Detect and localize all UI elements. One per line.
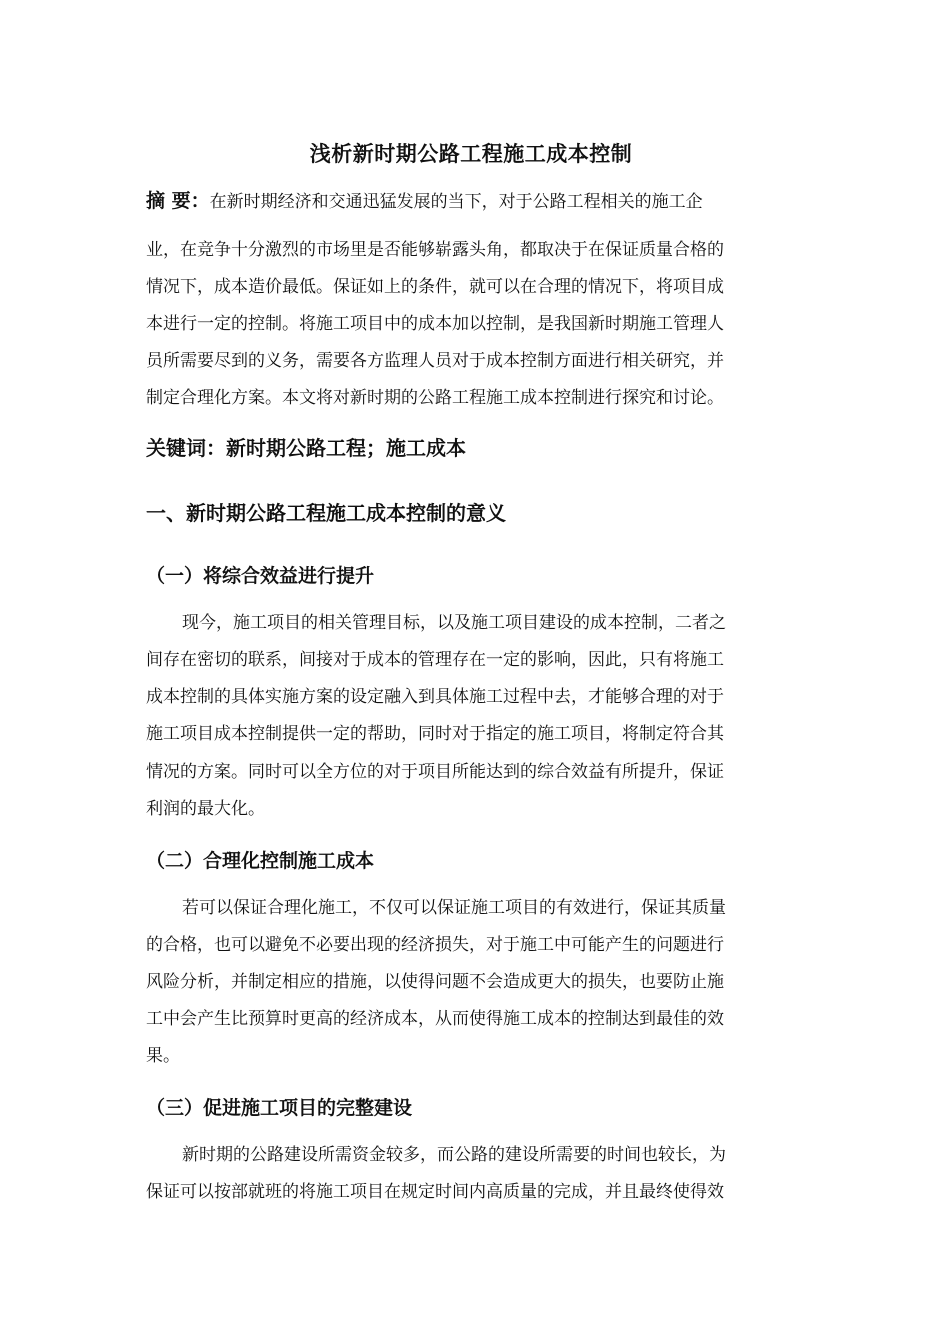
document-title: 浅析新时期公路工程施工成本控制 — [309, 141, 633, 166]
paragraph-line: 保证可以按部就班的将施工项目在规定时间内高质量的完成，并且最终使得效 — [146, 1182, 724, 1202]
paragraph-line: 现今，施工项目的相关管理目标，以及施工项目建设的成本控制，二者之 — [182, 613, 726, 633]
abstract-line: 业，在竞争十分激烈的市场里是否能够崭露头角，都取决于在保证质量合格的 — [146, 240, 724, 260]
subsection-heading: （一）将综合效益进行提升 — [146, 565, 375, 587]
paragraph-line: 风险分析，并制定相应的措施，以使得问题不会造成更大的损失，也要防止施 — [146, 972, 724, 992]
paragraph-line: 若可以保证合理化施工，不仅可以保证施工项目的有效进行，保证其质量 — [182, 898, 726, 918]
paragraph-line: 新时期的公路建设所需资金较多，而公路的建设所需要的时间也较长，为 — [182, 1145, 726, 1165]
subsection-heading: （二）合理化控制施工成本 — [146, 850, 375, 872]
paragraph-line: 工中会产生比预算时更高的经济成本，从而使得施工成本的控制达到最佳的效 — [146, 1009, 724, 1029]
abstract-line: 情况下，成本造价最低。保证如上的条件，就可以在合理的情况下，将项目成 — [146, 277, 724, 297]
paragraph-line: 成本控制的具体实施方案的设定融入到具体施工过程中去，才能够合理的对于 — [146, 687, 724, 707]
paragraph-line: 施工项目成本控制提供一定的帮助，同时对于指定的施工项目，将制定符合其 — [146, 724, 724, 744]
paragraph-line: 利润的最大化。 — [146, 799, 265, 819]
keywords: 关键词：新时期公路工程；施工成本 — [146, 436, 466, 460]
abstract-line: 制定合理化方案。本文将对新时期的公路工程施工成本控制进行探究和讨论。 — [146, 388, 724, 408]
abstract-line — [146, 183, 806, 220]
paragraph-line: 情况的方案。同时可以全方位的对于项目所能达到的综合效益有所提升，保证 — [146, 762, 724, 782]
paragraph-line: 的合格，也可以避免不必要出现的经济损失，对于施工中可能产生的问题进行 — [146, 935, 724, 955]
abstract-line: 员所需要尽到的义务，需要各方监理人员对于成本控制方面进行相关研究，并 — [146, 351, 724, 371]
paragraph-line: 间存在密切的联系，间接对于成本的管理存在一定的影响，因此，只有将施工 — [146, 650, 724, 670]
subsection-heading: （三）促进施工项目的完整建设 — [146, 1097, 413, 1119]
paragraph-line: 果。 — [146, 1046, 180, 1066]
abstract-label: 摘 要： — [146, 190, 210, 212]
section-heading: 一、新时期公路工程施工成本控制的意义 — [146, 501, 506, 525]
abstract-line: 本进行一定的控制。将施工项目中的成本加以控制，是我国新时期施工管理人 — [146, 314, 724, 334]
abstract-text: 在新时期经济和交通迅猛发展的当下，对于公路工程相关的施工企 — [209, 192, 703, 212]
